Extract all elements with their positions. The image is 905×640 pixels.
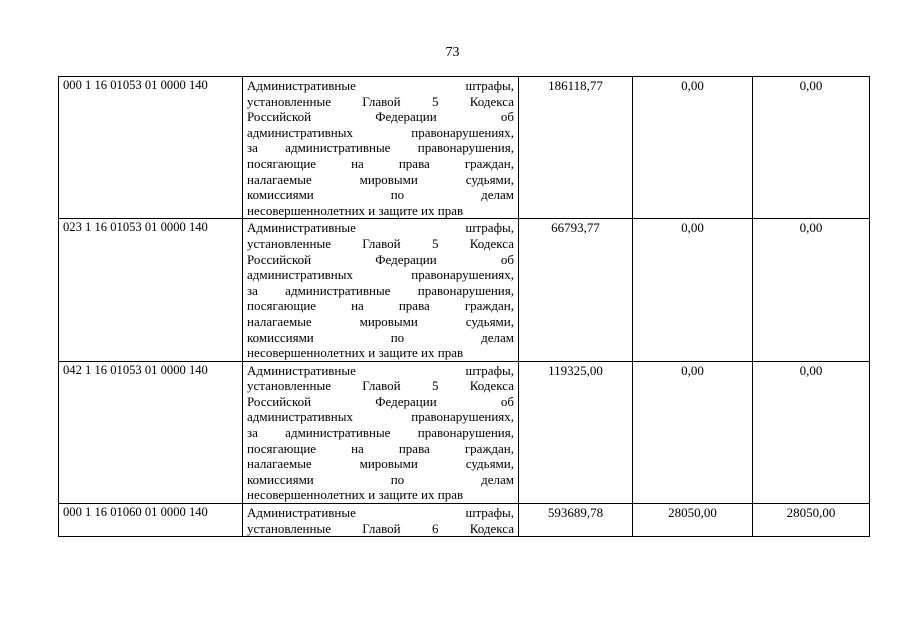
description-line: посягающие на права граждан, (247, 440, 514, 456)
description-line: установленные Главой 5 Кодекса (247, 378, 514, 394)
amount-cell-2: 28050,00 (633, 504, 753, 537)
description-line: Российской Федерации об (247, 251, 514, 267)
description-line: налагаемые мировыми судьями, (247, 456, 514, 472)
description-line: Административные штрафы, (247, 220, 514, 236)
amount-cell-1: 66793,77 (519, 219, 633, 361)
description-line: установленные Главой 5 Кодекса (247, 235, 514, 251)
table-row (59, 77, 870, 219)
amount-cell-1: 186118,77 (519, 77, 633, 219)
budget-code-cell: 042 1 16 01053 01 0000 140 (59, 361, 243, 503)
description-line: за административные правонарушения, (247, 425, 514, 441)
description-line: административных правонарушениях, (247, 267, 514, 283)
description-line: Российской Федерации об (247, 109, 514, 125)
description-line: комиссиями по делам (247, 187, 514, 203)
description-line: Административные штрафы, (247, 78, 514, 93)
table-row (59, 219, 870, 361)
budget-code-cell: 000 1 16 01060 01 0000 140 (59, 504, 243, 537)
description-cell (243, 219, 519, 361)
description-line: комиссиями по делам (247, 471, 514, 487)
description-line: налагаемые мировыми судьями, (247, 313, 514, 329)
budget-code-cell: 000 1 16 01053 01 0000 140 (59, 77, 243, 219)
description-line: административных правонарушениях, (247, 409, 514, 425)
description-line: посягающие на права граждан, (247, 155, 514, 171)
amount-cell-2: 0,00 (633, 219, 753, 361)
table-row (59, 504, 870, 537)
description-line: несовершеннолетних и защите их прав (247, 202, 464, 218)
description-line: установленные Главой 6 Кодекса (247, 520, 514, 536)
description-line: за административные правонарушения, (247, 282, 514, 298)
budget-code-cell: 023 1 16 01053 01 0000 140 (59, 219, 243, 361)
description-line: комиссиями по делам (247, 329, 514, 345)
amount-cell-1: 119325,00 (519, 361, 633, 503)
description-cell (243, 77, 519, 219)
description-line: несовершеннолетних и защите их прав (247, 487, 464, 503)
page-number: 73 (445, 45, 460, 60)
description-line: Российской Федерации об (247, 393, 514, 409)
amount-cell-2: 0,00 (633, 77, 753, 219)
amount-cell-3: 0,00 (753, 77, 870, 219)
budget-table-body (59, 77, 870, 537)
description-line: несовершеннолетних и защите их прав (247, 345, 464, 361)
description-line: административных правонарушениях, (247, 124, 514, 140)
amount-cell-3: 0,00 (753, 219, 870, 361)
budget-table (58, 76, 870, 537)
amount-cell-3: 0,00 (753, 361, 870, 503)
table-row (59, 361, 870, 503)
amount-cell-2: 0,00 (633, 361, 753, 503)
description-cell (243, 504, 519, 537)
description-line: посягающие на права граждан, (247, 298, 514, 314)
description-line: Административные штрафы, (247, 362, 514, 378)
description-line: налагаемые мировыми судьями, (247, 171, 514, 187)
amount-cell-1: 593689,78 (519, 504, 633, 537)
description-cell (243, 361, 519, 503)
amount-cell-3: 28050,00 (753, 504, 870, 537)
description-line: установленные Главой 5 Кодекса (247, 93, 514, 109)
description-line: Административные штрафы, (247, 505, 514, 521)
description-line: за административные правонарушения, (247, 140, 514, 156)
